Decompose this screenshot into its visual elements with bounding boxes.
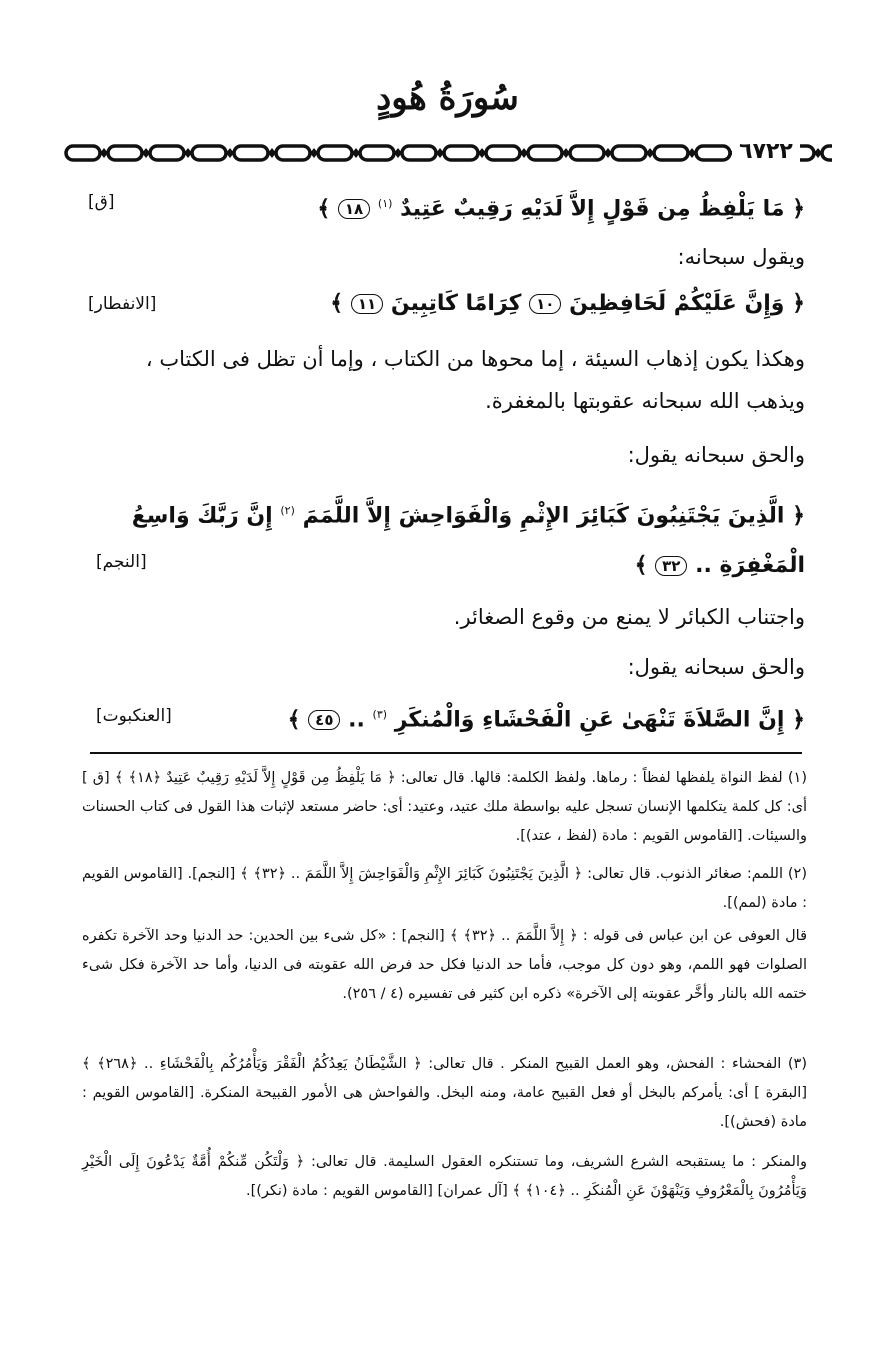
ornament-link <box>444 146 478 160</box>
ornament-diamond <box>436 148 444 158</box>
ornament-link <box>234 146 268 160</box>
ornament-link <box>654 146 688 160</box>
ornament-link <box>276 146 310 160</box>
verse-number: ١٠ <box>529 294 561 314</box>
ornament-diamond <box>562 148 570 158</box>
verse-text: ﴿ وَإِنَّ عَلَيْكُمْ لَحَافِظِينَ <box>569 291 805 316</box>
verse-text: ﴿ الَّذِينَ يَجْتَنِبُونَ كَبَائِرَ الإِثْمِ وَالْفَوَاحِشَ إِلاَّ اللَّمَمَ <box>302 503 805 529</box>
footnote-3-continued: والمنكر : ما يستقبحه الشرع الشريف، وما تستنكره العقول السليمة. قال تعالى: ﴿ وَلْتَكُن مِّنكُمْ أُمَّةٌ يَدْعُونَ إِلَى الْخَيْرِ وَيَأْمُرُونَ بِالْمَعْرُوفِ وَيَنْهَوْنَ عَنِ الْمُنكَرِ .. ﴿١٠٤﴾ ﴾ [آل عمران] [القاموس القويم : مادة (نكر)]. <box>82 1154 807 1199</box>
intro-line: والحق سبحانه يقول: <box>627 443 805 467</box>
verse-najm <box>87 486 805 591</box>
verse-number: ١٨ <box>338 199 370 219</box>
ornament-diamond <box>394 148 402 158</box>
ornament-diamond <box>604 148 612 158</box>
ornament-link <box>486 146 520 160</box>
ornament-link <box>318 146 352 160</box>
ornament-link <box>108 146 142 160</box>
ornament-link <box>696 146 730 160</box>
ornament-link <box>612 146 646 160</box>
ornament-diamond <box>478 148 486 158</box>
verse-infitar <box>205 286 805 322</box>
verse-text: ﴿ إِنَّ الصَّلاَةَ تَنْهَىٰ عَنِ الْفَحْشَاءِ وَالْمُنكَرِ <box>394 707 805 733</box>
ornament-diamond <box>184 148 192 158</box>
surah-reference: [ق] <box>88 192 115 212</box>
verse-qaf <box>205 186 805 227</box>
footnote-marker: (١) <box>377 197 393 210</box>
ornament-diamond <box>646 148 654 158</box>
verse-close-bracket: ﴾ <box>287 707 301 733</box>
ornament-link <box>150 146 184 160</box>
ornament-diamond <box>226 148 234 158</box>
verse-dots: .. <box>348 707 365 733</box>
ornament-diamond <box>310 148 318 158</box>
verse-number: ٣٢ <box>655 556 687 576</box>
footnote-marker: (٢) <box>280 504 295 517</box>
verse-close-bracket: ﴾ <box>317 196 331 222</box>
ornament-diamond <box>268 148 276 158</box>
ornament-link <box>192 146 226 160</box>
surah-title: سُورَةُ هُودٍ <box>376 78 519 118</box>
ornament-link <box>528 146 562 160</box>
paragraph: واجتناب الكبائر لا يمنع من وقوع الصغائر. <box>453 605 805 629</box>
footnote-3: (٣) الفحشاء : الفحش، وهو العمل القبيح المنكر . قال تعالى: ﴿ الشَّيْطَانُ يَعِدُكُمُ الْفَقْرَ وَيَأْمُرُكُم بِالْفَحْشَاءِ .. ﴿٢٦٨﴾ ﴾ [البقرة ] أى: يأمركم بالبخل أو فعل القبيح عامة، ومنه البخل. والفواحش هى الأمور القبيحة المنكرة. [القاموس القويم : مادة (فحش)]. <box>82 1056 808 1130</box>
footnote-divider <box>90 752 802 754</box>
ornament-link <box>360 146 394 160</box>
footnote-2-continued: قال العوفى عن ابن عباس فى قوله : ﴿ إِلاَّ اللَّمَمَ .. ﴿٣٢﴾ ﴾ [النجم] : «كل شىء بين الحدين: حد الدنيا وحد الآخرة تكفره الصلوات فهو اللمم، وهو دون كل موجب، فأما حد الدنيا فكل حد فرض الله عقوبته فى الدنيا، وأما حد الآخرة فكل شىء ختمه الله بالنار وأخَّر عقوبته إلى الآخرة» ذكره ابن كثير فى تفسيره (٤ / ٢٥٦). <box>82 928 807 1002</box>
footnote-1: (١) لفظ النواة يلفظها لفظاً : رماها. ولفظ الكلمة: قالها. قال تعالى: ﴿ مَا يَلْفِظُ مِن قَوْلٍ إِلاَّ لَدَيْهِ رَقِيبٌ عَتِيدٌ ﴿١٨﴾ ﴾ [ق ] أى: كل كلمة يتكلمها الإنسان تسجل عليه بواسطة ملك عتيد، وعتيد: أى: حاضر مستعد لإثبات هذا القول فى كتاب الحسنات والسيئات. [القاموس القويم : مادة (لفظ ، عتد)]. <box>82 770 808 844</box>
intro-line: ويقول سبحانه: <box>677 245 805 269</box>
ornament-diamond <box>142 148 150 158</box>
footnote-marker: (٣) <box>372 708 388 721</box>
surah-reference: [العنكبوت] <box>96 706 172 726</box>
ornament-link <box>570 146 604 160</box>
surah-reference: [الانفطار] <box>88 294 157 314</box>
ornament-link <box>822 146 832 160</box>
footnote-2: (٢) اللمم: صغائر الذنوب. قال تعالى: ﴿ الَّذِينَ يَجْتَنِبُونَ كَبَائِرَ الإِثْمِ وَالْفَوَاحِشَ إِلاَّ اللَّمَمَ .. ﴿٣٢﴾ ﴾ [النجم]. [القاموس القويم : مادة (لمم)]. <box>82 866 807 911</box>
verse-text: ﴿ مَا يَلْفِظُ مِن قَوْلٍ إِلاَّ لَدَيْهِ رَقِيبٌ عَتِيدٌ <box>400 196 805 222</box>
verse-number: ٤٥ <box>308 710 340 730</box>
ornament-diamond <box>100 148 108 158</box>
verse-ankabut <box>185 697 805 738</box>
verse-text: إِنَّ رَبَّكَ وَاسِعُ <box>131 503 273 529</box>
verse-close-bracket: ﴾ <box>634 553 648 579</box>
verse-number: ١١ <box>351 294 383 314</box>
ornament-diamond <box>520 148 528 158</box>
verse-text: الْمَغْفِرَةِ .. <box>695 553 805 579</box>
paragraph: وهكذا يكون إذهاب السيئة ، إما محوها من الكتاب ، وإما أن تظل فى الكتاب ، ويذهب الله سبحانه عقوبتها بالمغفرة. <box>145 347 805 413</box>
surah-reference: [النجم] <box>96 552 147 572</box>
verse-close-bracket: ﴾ <box>330 291 344 316</box>
ornament-diamond <box>352 148 360 158</box>
ornament-diamond <box>688 148 696 158</box>
ornament-border <box>62 140 832 166</box>
page-number: ٦٧٢٢ <box>732 138 800 166</box>
ornament-link <box>402 146 436 160</box>
intro-line: والحق سبحانه يقول: <box>627 655 805 679</box>
ornament-diamond <box>814 148 822 158</box>
verse-text: كِرَامًا كَاتِبِينَ <box>390 291 522 316</box>
ornament-link <box>66 146 100 160</box>
